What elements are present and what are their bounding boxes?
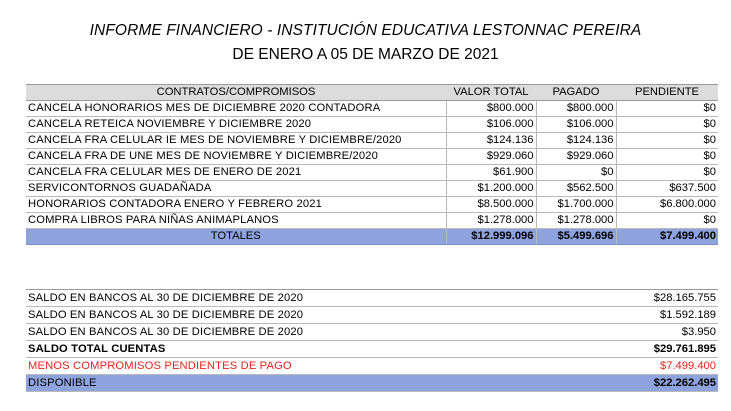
totals-label: TOTALES xyxy=(26,229,446,245)
contract-description: CANCELA FRA CELULAR IE MES DE NOVIEMBRE Y DICIEMBRE/2020 xyxy=(26,133,446,149)
contract-total-value: $8.500.000 xyxy=(446,197,536,213)
available-label: DISPONIBLE xyxy=(26,375,526,392)
contract-total-value: $124.136 xyxy=(446,133,536,149)
contracts-header-row xyxy=(26,85,718,101)
table-row xyxy=(26,213,718,229)
contract-pending: $0 xyxy=(616,149,718,165)
table-row xyxy=(26,324,718,341)
table-row xyxy=(26,197,718,213)
totals-pending: $7.499.400 xyxy=(616,229,718,245)
table-row xyxy=(26,181,718,197)
totals-row xyxy=(26,229,718,245)
contract-description: CANCELA HONORARIOS MES DE DICIEMBRE 2020 CONTADORA xyxy=(26,101,446,117)
contract-description: CANCELA FRA CELULAR MES DE ENERO DE 2021 xyxy=(26,165,446,181)
column-header-total-value: VALOR TOTAL xyxy=(446,85,536,101)
column-header-paid: PAGADO xyxy=(536,85,616,101)
balance-value: $28.165.755 xyxy=(526,290,718,307)
contract-pending: $6.800.000 xyxy=(616,197,718,213)
contract-description: CANCELA FRA DE UNE MES DE NOVIEMBRE Y DICIEMBRE/2020 xyxy=(26,149,446,165)
available-value: $22.262.495 xyxy=(526,375,718,392)
contract-pending: $0 xyxy=(616,133,718,149)
report-title: INFORME FINANCIERO - INSTITUCIÓN EDUCATIVA LESTONNAC PEREIRA xyxy=(89,22,642,39)
table-row xyxy=(26,133,718,149)
balance-description: SALDO EN BANCOS AL 30 DE DICIEMBRE DE 2020 xyxy=(26,290,526,307)
total-accounts-value: $29.761.895 xyxy=(526,341,718,358)
table-row xyxy=(26,117,718,133)
balance-value: $1.592.189 xyxy=(526,307,718,324)
contract-description: COMPRA LIBROS PARA NIÑAS ANIMAPLANOS xyxy=(26,213,446,229)
contract-pending: $0 xyxy=(616,213,718,229)
contract-pending: $0 xyxy=(616,101,718,117)
total-accounts-label: SALDO TOTAL CUENTAS xyxy=(26,341,526,358)
table-row xyxy=(26,149,718,165)
contract-total-value: $929.060 xyxy=(446,149,536,165)
report-period: DE ENERO A 05 DE MARZO DE 2021 xyxy=(232,46,499,63)
contract-paid: $0 xyxy=(536,165,616,181)
contract-description: HONORARIOS CONTADORA ENERO Y FEBRERO 2021 xyxy=(26,197,446,213)
contract-paid: $562.500 xyxy=(536,181,616,197)
table-row xyxy=(26,101,718,117)
available-row xyxy=(26,375,718,392)
pending-commitments-row xyxy=(26,358,718,375)
totals-total-value: $12.999.096 xyxy=(446,229,536,245)
contract-paid: $1.278.000 xyxy=(536,213,616,229)
contract-paid: $106.000 xyxy=(536,117,616,133)
balance-description: SALDO EN BANCOS AL 30 DE DICIEMBRE DE 2020 xyxy=(26,307,526,324)
contract-total-value: $106.000 xyxy=(446,117,536,133)
pending-commitments-label: MENOS COMPROMISOS PENDIENTES DE PAGO xyxy=(26,358,526,375)
contract-total-value: $61.900 xyxy=(446,165,536,181)
contract-pending: $0 xyxy=(616,117,718,133)
contract-paid: $1.700.000 xyxy=(536,197,616,213)
column-header-contracts: CONTRATOS/COMPROMISOS xyxy=(26,85,446,101)
contract-pending: $0 xyxy=(616,165,718,181)
table-row xyxy=(26,290,718,307)
balance-value: $3.950 xyxy=(526,324,718,341)
contract-total-value: $1.278.000 xyxy=(446,213,536,229)
totals-paid: $5.499.696 xyxy=(536,229,616,245)
pending-commitments-value: $7.499.400 xyxy=(526,358,718,375)
table-row xyxy=(26,165,718,181)
contract-total-value: $1.200.000 xyxy=(446,181,536,197)
contract-description: SERVICONTORNOS GUADAÑADA xyxy=(26,181,446,197)
contract-paid: $800.000 xyxy=(536,101,616,117)
contract-paid: $929.060 xyxy=(536,149,616,165)
contract-pending: $637.500 xyxy=(616,181,718,197)
balance-description: SALDO EN BANCOS AL 30 DE DICIEMBRE DE 2020 xyxy=(26,324,526,341)
column-header-pending: PENDIENTE xyxy=(616,85,718,101)
contracts-table xyxy=(26,84,718,245)
total-accounts-row xyxy=(26,341,718,358)
contract-total-value: $800.000 xyxy=(446,101,536,117)
balances-table xyxy=(26,289,718,392)
contract-description: CANCELA RETEICA NOVIEMBRE Y DICIEMBRE 2020 xyxy=(26,117,446,133)
contract-paid: $124.136 xyxy=(536,133,616,149)
table-row xyxy=(26,307,718,324)
